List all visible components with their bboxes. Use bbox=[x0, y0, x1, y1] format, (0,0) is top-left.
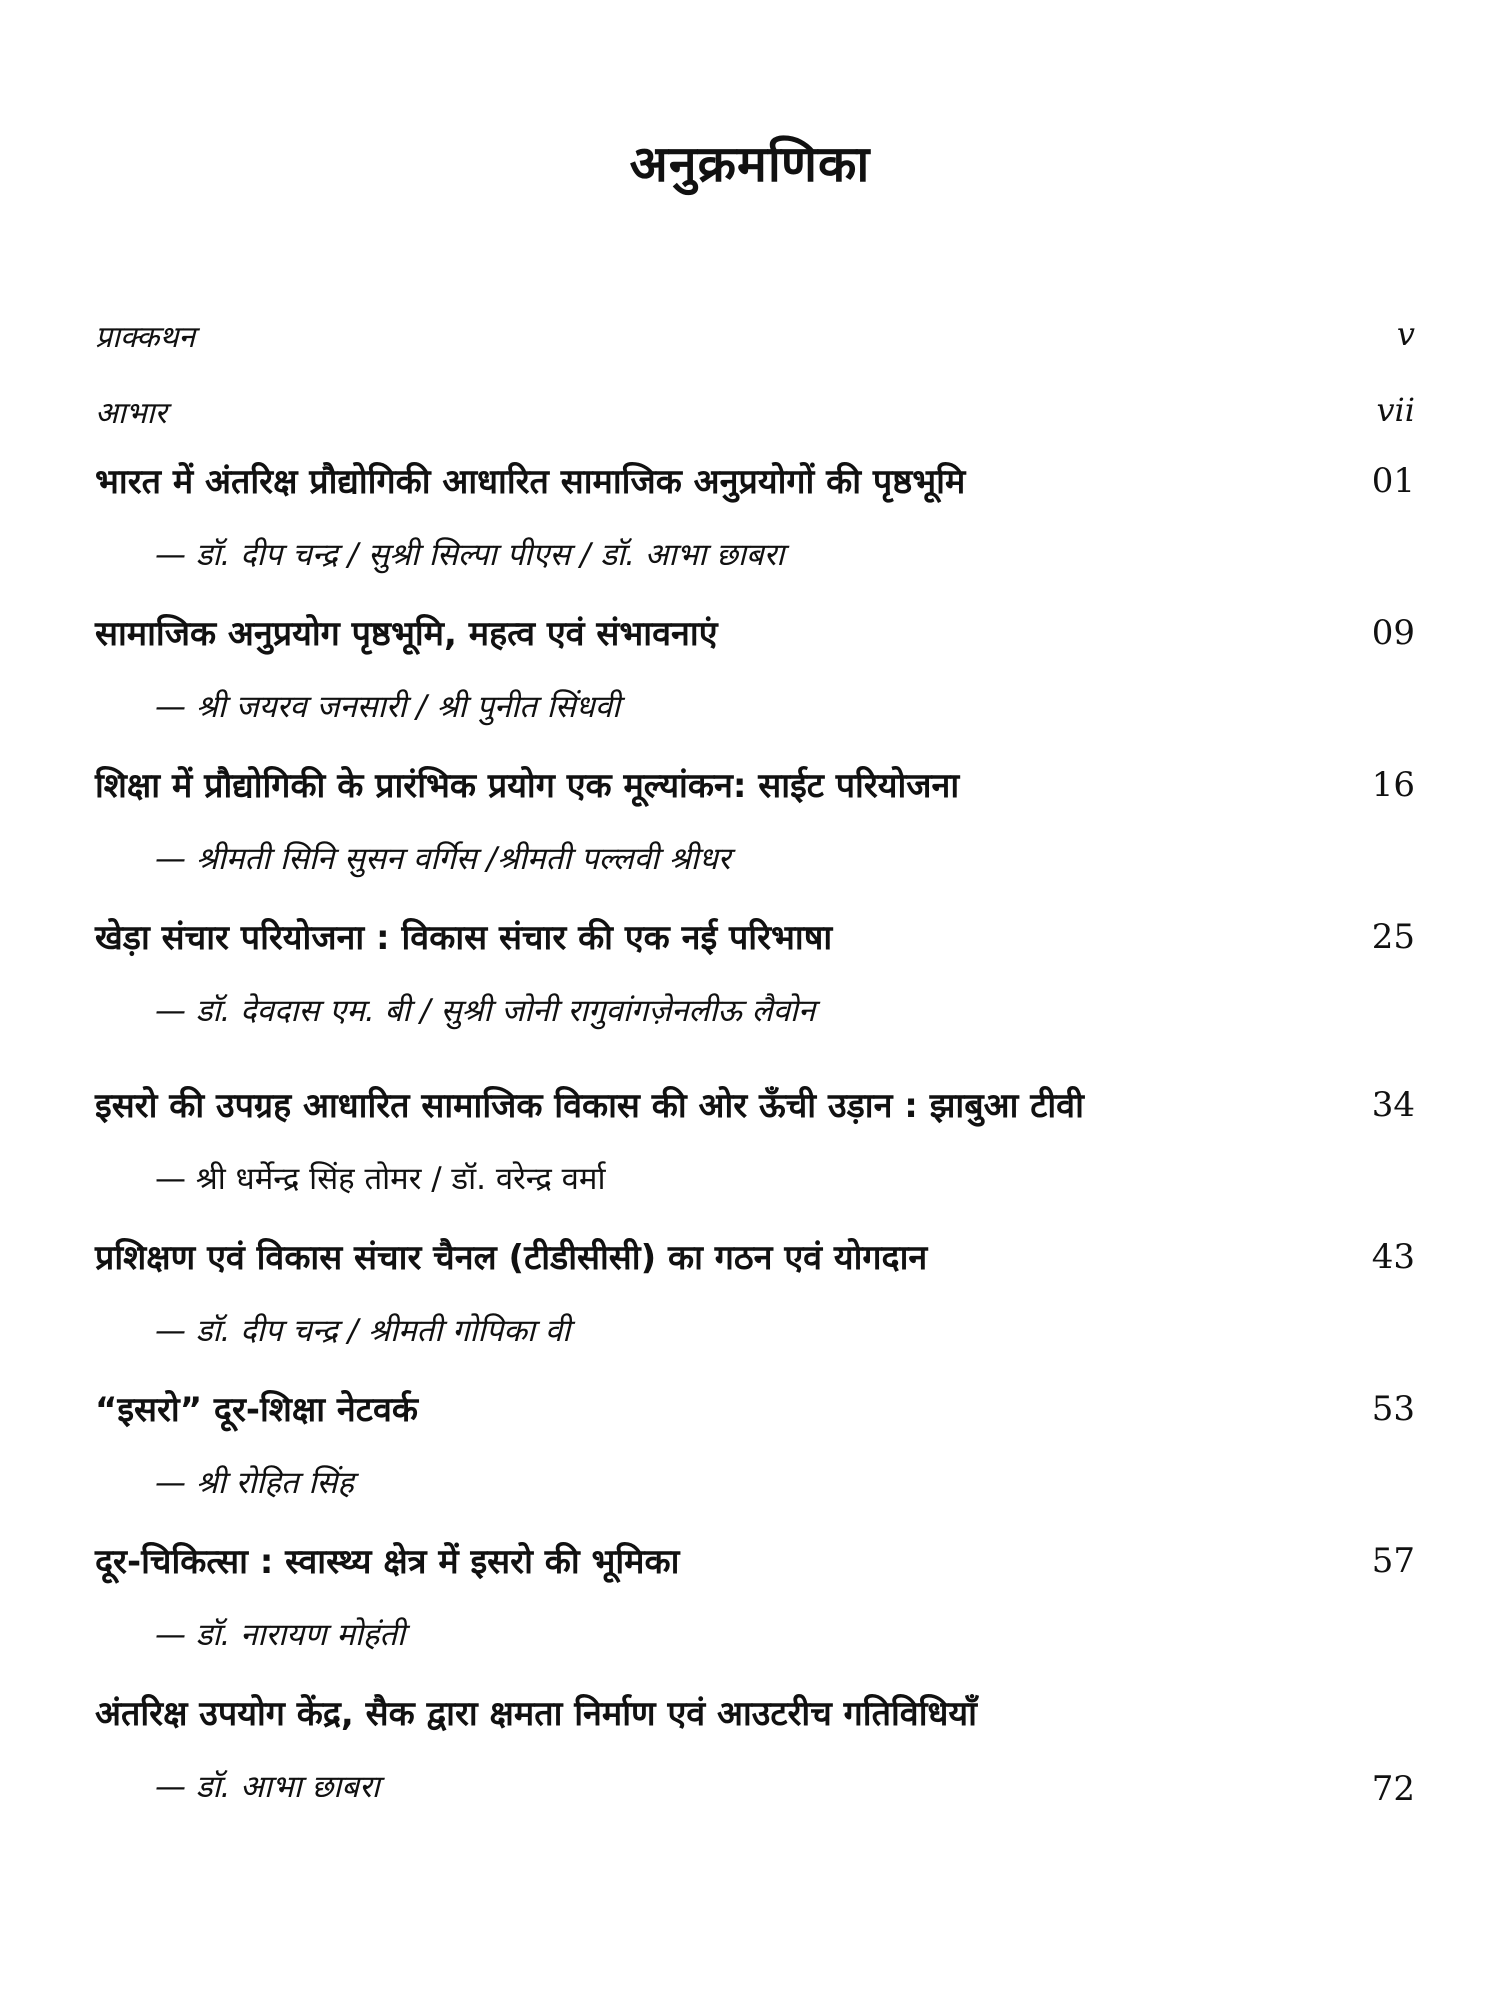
chapter-title: प्रशिक्षण एवं विकास संचार चैनल (टीडीसीसी) का गठन एवं योगदान bbox=[95, 1238, 928, 1278]
chapter-authors: — श्री रोहित सिंह bbox=[155, 1465, 354, 1501]
chapter-page: 09 bbox=[1371, 613, 1415, 653]
toc-entry bbox=[95, 1081, 1415, 1233]
front-matter-page: v bbox=[1396, 315, 1415, 353]
toc-entry bbox=[95, 913, 1415, 1081]
page-title: अनुक्रमणिका bbox=[629, 135, 871, 193]
chapter-page: 72 bbox=[1371, 1769, 1415, 1809]
toc-entry bbox=[95, 457, 1415, 609]
chapter-title: भारत में अंतरिक्ष प्रौद्योगिकी आधारित सामाजिक अनुप्रयोगों की पृष्ठभूमि bbox=[95, 462, 966, 502]
chapter-authors: — डॉ. आभा छाबरा bbox=[155, 1769, 380, 1805]
chapter-page: 53 bbox=[1371, 1389, 1415, 1429]
front-matter-title: आभार bbox=[95, 396, 167, 431]
chapter-title: इसरो की उपग्रह आधारित सामाजिक विकास की ओर ऊँची उड़ान : झाबुआ टीवी bbox=[95, 1086, 1084, 1126]
toc-entry bbox=[95, 1537, 1415, 1689]
chapter-page: 16 bbox=[1371, 765, 1415, 805]
chapter-title: सामाजिक अनुप्रयोग पृष्ठभूमि, महत्व एवं संभावनाएं bbox=[95, 614, 718, 654]
chapter-page: 43 bbox=[1371, 1237, 1415, 1277]
chapter-page: 34 bbox=[1371, 1085, 1415, 1125]
chapter-title: खेड़ा संचार परियोजना : विकास संचार की एक नई परिभाषा bbox=[95, 918, 833, 958]
front-matter-row bbox=[95, 305, 1415, 381]
chapter-authors: — श्री धर्मेन्द्र सिंह तोमर / डॉ. वरेन्द्र वर्मा bbox=[155, 1161, 606, 1197]
front-matter-page: vii bbox=[1376, 391, 1415, 429]
toc-entry bbox=[95, 1233, 1415, 1385]
chapter-title: अंतरिक्ष उपयोग केंद्र, सैक द्वारा क्षमता निर्माण एवं आउटरीच गतिविधियाँ bbox=[95, 1694, 977, 1734]
toc-entry bbox=[95, 761, 1415, 913]
chapter-page: 01 bbox=[1371, 461, 1415, 501]
chapter-title: दूर-चिकित्सा : स्वास्थ्य क्षेत्र में इसरो की भूमिका bbox=[95, 1542, 680, 1582]
toc-entry bbox=[95, 609, 1415, 761]
chapter-page: 25 bbox=[1371, 917, 1415, 957]
table-of-contents bbox=[95, 305, 1415, 1841]
chapter-title: “इसरो” दूर-शिक्षा नेटवर्क bbox=[95, 1390, 418, 1430]
chapter-authors: — श्रीमती सिनि सुसन वर्गिस /श्रीमती पल्लवी श्रीधर bbox=[155, 841, 731, 877]
chapter-authors: — श्री जयरव जनसारी / श्री पुनीत सिंधवी bbox=[155, 689, 620, 725]
toc-entry bbox=[95, 1385, 1415, 1537]
chapter-authors: — डॉ. नारायण मोहंती bbox=[155, 1617, 406, 1653]
chapter-authors: — डॉ. दीप चन्द्र / सुश्री सिल्पा पीएस / डॉ. आभा छाबरा bbox=[155, 537, 785, 573]
chapter-authors: — डॉ. दीप चन्द्र / श्रीमती गोपिका वी bbox=[155, 1313, 571, 1349]
chapter-authors: — डॉ. देवदास एम. बी / सुश्री जोनी रागुवांगज़ेनलीऊ लैवोन bbox=[155, 993, 816, 1029]
toc-entry bbox=[95, 1689, 1415, 1841]
chapter-page: 57 bbox=[1371, 1541, 1415, 1581]
chapter-title: शिक्षा में प्रौद्योगिकी के प्रारंभिक प्रयोग एक मूल्यांकन: साईट परियोजना bbox=[95, 766, 960, 806]
front-matter-title: प्राक्कथन bbox=[95, 320, 196, 355]
front-matter-row bbox=[95, 381, 1415, 457]
